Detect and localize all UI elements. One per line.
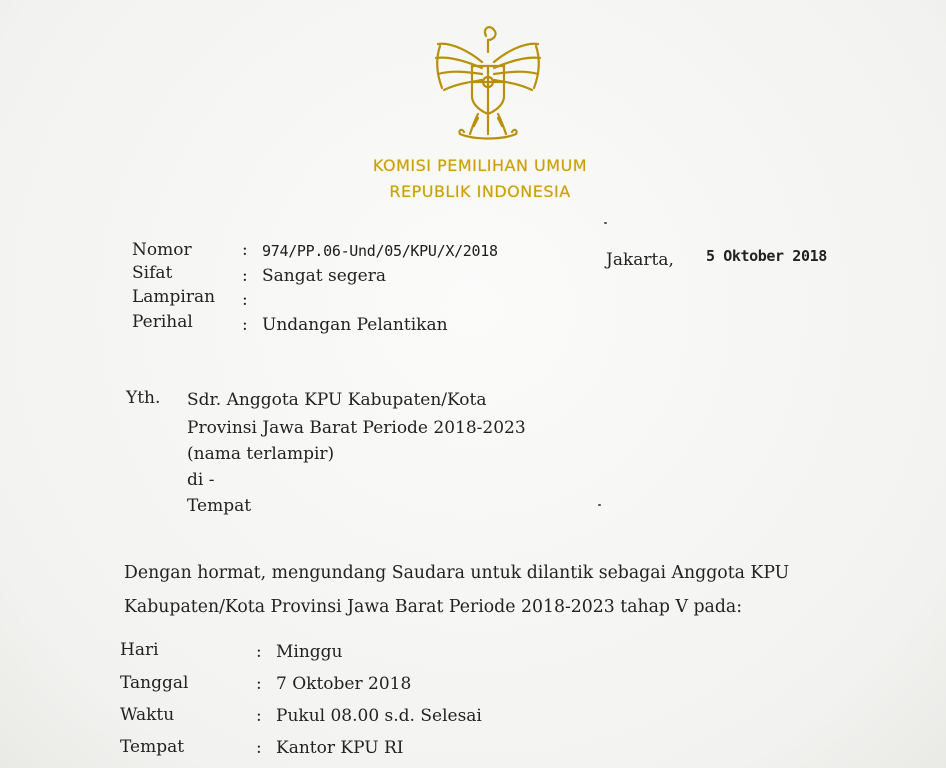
addressee-line2: Provinsi Jawa Barat Periode 2018-2023 <box>187 418 526 438</box>
schedule-value-hari: Minggu <box>276 642 343 662</box>
nomor-value: 974/PP.06-Und/05/KPU/X/2018 <box>262 242 498 260</box>
schedule-label-tempat: Tempat <box>120 737 185 757</box>
date-city: Jakarta, <box>606 250 674 270</box>
body-line1: Dengan hormat, mengundang Saudara untuk dilantik sebagai Anggota KPU <box>124 563 790 583</box>
perihal-colon: : <box>242 315 248 335</box>
letter-date: 5 Oktober 2018 <box>706 247 827 265</box>
schedule-label-tanggal: Tanggal <box>120 673 189 693</box>
org-name-line1: KOMISI PEMILIHAN UMUM <box>372 156 588 175</box>
nomor-label: Nomor <box>132 240 192 260</box>
sifat-colon: : <box>242 266 248 286</box>
addressee-line1: Sdr. Anggota KPU Kabupaten/Kota <box>187 390 487 410</box>
schedule-value-waktu: Pukul 08.00 s.d. Selesai <box>276 706 482 726</box>
schedule-colon: : <box>256 642 262 662</box>
addressee-line5: Tempat <box>187 496 252 516</box>
schedule-colon: : <box>256 706 262 726</box>
lampiran-label: Lampiran <box>132 287 216 307</box>
sifat-label: Sifat <box>132 263 173 283</box>
body-line2: Kabupaten/Kota Provinsi Jawa Barat Periode 2018-2023 tahap V pada: <box>124 597 743 617</box>
schedule-label-hari: Hari <box>120 640 159 660</box>
scan-speck <box>604 222 607 224</box>
addressee-line3: (nama terlampir) <box>187 444 335 464</box>
garuda-emblem-icon <box>430 22 546 144</box>
schedule-colon: : <box>256 738 262 758</box>
org-name-line2: REPUBLIK INDONESIA <box>389 182 571 201</box>
perihal-label: Perihal <box>132 312 193 332</box>
yth-label: Yth. <box>126 388 161 408</box>
addressee-line4: di - <box>187 470 215 490</box>
schedule-colon: : <box>256 674 262 694</box>
scan-speck <box>598 504 601 506</box>
schedule-label-waktu: Waktu <box>120 705 175 725</box>
schedule-value-tanggal: 7 Oktober 2018 <box>276 674 412 694</box>
perihal-value: Undangan Pelantikan <box>262 315 448 335</box>
nomor-colon: : <box>242 240 248 260</box>
sifat-value: Sangat segera <box>262 266 386 286</box>
lampiran-colon: : <box>242 290 248 310</box>
schedule-value-tempat: Kantor KPU RI <box>276 738 404 758</box>
